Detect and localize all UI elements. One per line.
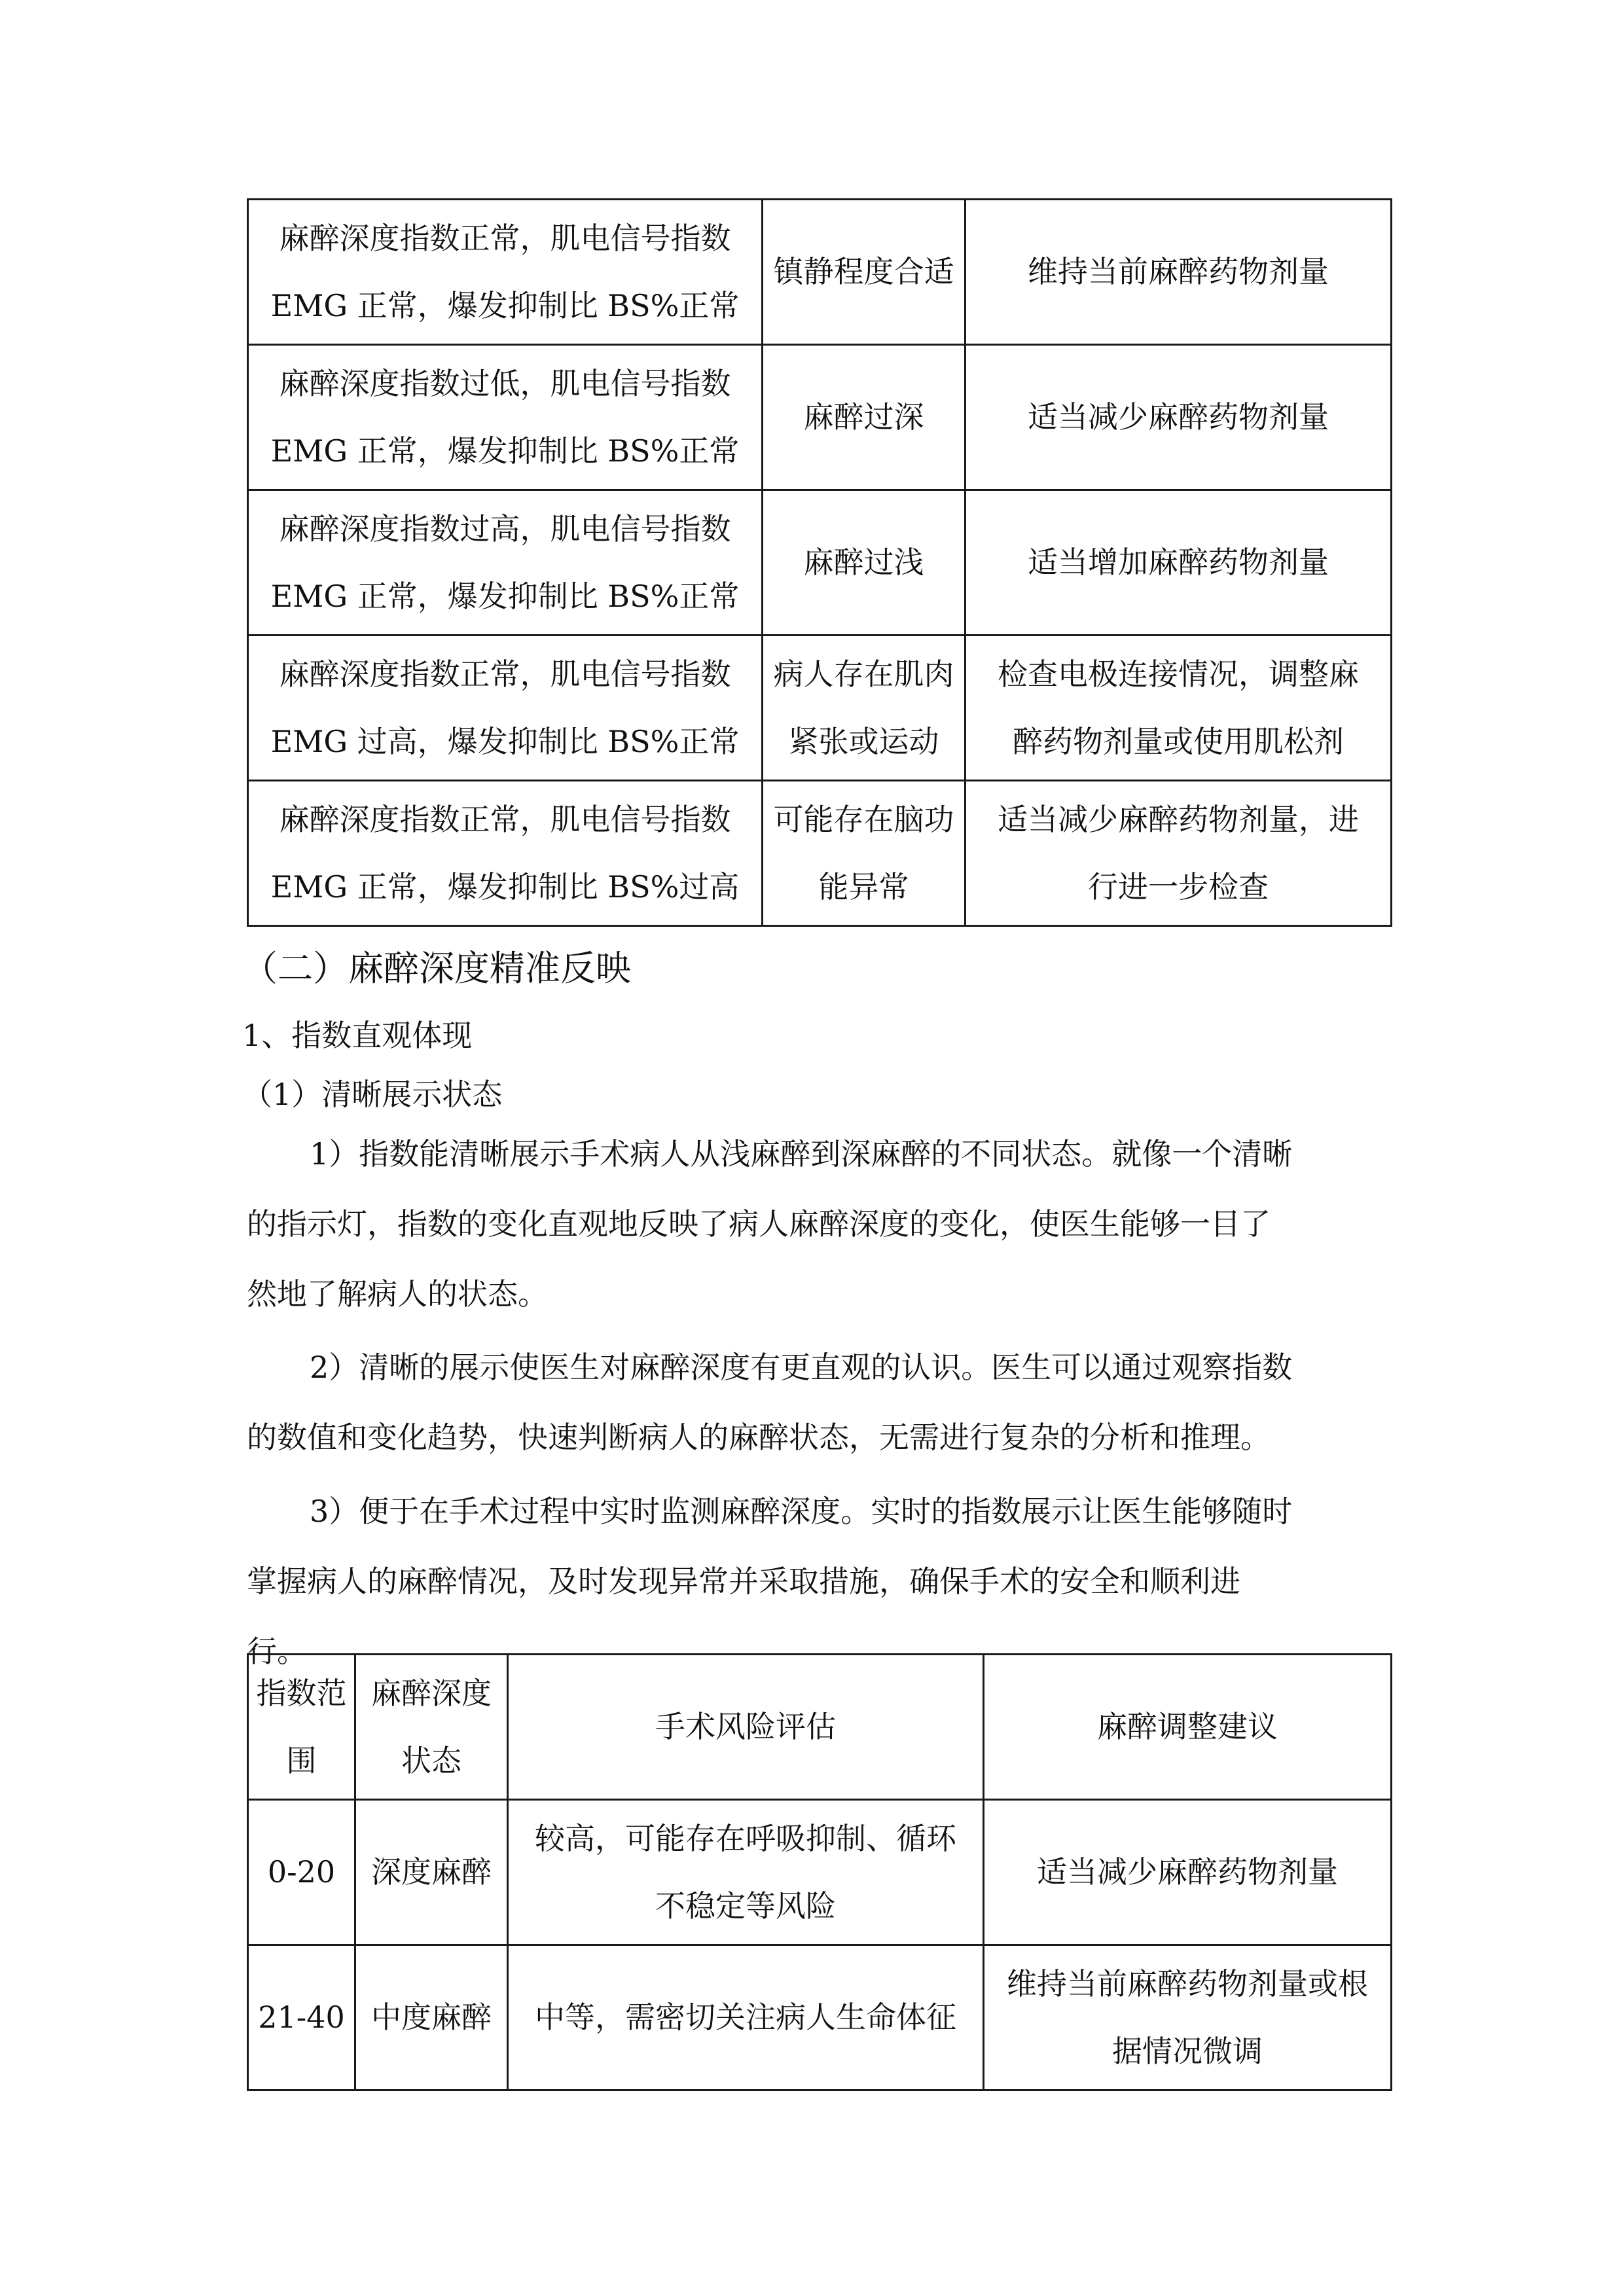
paragraph-1: 1）指数能清晰展示手术病人从浅麻醉到深麻醉的不同状态。就像一个清晰 的指示灯，指数的变化直观地反映了病人麻醉深度的变化，使医生能够一目了 然地了解病人的状态。 [247, 1136, 1293, 1312]
table-row [248, 1945, 1392, 2090]
column-header: 手术风险评估 [508, 1655, 984, 1800]
subsection-title: 1、指数直观体现 [242, 1018, 473, 1053]
advice-cell: 适当减少麻醉药物剂量 [965, 345, 1392, 490]
range-cell: 0-20 [248, 1800, 355, 1945]
column-header: 指数范 围 [248, 1655, 355, 1800]
column-header: 麻醉深度 状态 [355, 1655, 508, 1800]
advice-cell: 适当减少麻醉药物剂量，进 行进一步检查 [965, 781, 1392, 926]
risk-cell: 中等，需密切关注病人生命体征 [508, 1945, 984, 2090]
advice-cell: 维持当前麻醉药物剂量或根 据情况微调 [984, 1945, 1392, 2090]
subsubsection-title: （1）清晰展示状态 [242, 1077, 503, 1112]
risk-cell: 较高，可能存在呼吸抑制、循环 不稳定等风险 [508, 1800, 984, 1945]
table-row [248, 1800, 1392, 1945]
state-cell: 病人存在肌肉 紧张或运动 [763, 636, 965, 781]
table-row [248, 345, 1392, 490]
condition-cell: 麻醉深度指数正常，肌电信号指数 EMG 正常，爆发抑制比 BS%正常 [248, 200, 763, 345]
state-cell: 麻醉过深 [763, 345, 965, 490]
range-cell: 21-40 [248, 1945, 355, 2090]
condition-cell: 麻醉深度指数正常，肌电信号指数 EMG 正常，爆发抑制比 BS%过高 [248, 781, 763, 926]
table-row [248, 636, 1392, 781]
depth-cell: 深度麻醉 [355, 1800, 508, 1945]
paragraph-2: 2）清晰的展示使医生对麻醉深度有更直观的认识。医生可以通过观察指数 的数值和变化趋势，快速判断病人的麻醉状态，无需进行复杂的分析和推理。 [247, 1350, 1293, 1455]
advice-cell: 维持当前麻醉药物剂量 [965, 200, 1392, 345]
advice-cell: 检查电极连接情况，调整麻 醉药物剂量或使用肌松剂 [965, 636, 1392, 781]
table-header-row [248, 1655, 1392, 1800]
section-title: （二）麻醉深度精准反映 [242, 948, 631, 989]
condition-cell: 麻醉深度指数过高，肌电信号指数 EMG 正常，爆发抑制比 BS%正常 [248, 490, 763, 636]
table-row [248, 200, 1392, 345]
condition-cell: 麻醉深度指数正常，肌电信号指数 EMG 过高，爆发抑制比 BS%正常 [248, 636, 763, 781]
state-cell: 镇静程度合适 [763, 200, 965, 345]
state-cell: 可能存在脑功 能异常 [763, 781, 965, 926]
depth-cell: 中度麻醉 [355, 1945, 508, 2090]
condition-cell: 麻醉深度指数过低，肌电信号指数 EMG 正常，爆发抑制比 BS%正常 [248, 345, 763, 490]
depth-index-table [247, 1653, 1392, 2091]
state-cell: 麻醉过浅 [763, 490, 965, 636]
table-row [248, 490, 1392, 636]
paragraph-3: 3）便于在手术过程中实时监测麻醉深度。实时的指数展示让医生能够随时 掌握病人的麻醉情况，及时发现异常并采取措施，确保手术的安全和顺利进 行。 [247, 1494, 1293, 1669]
column-header: 麻醉调整建议 [984, 1655, 1392, 1800]
anesthesia-status-table [247, 198, 1392, 927]
table-row [248, 781, 1392, 926]
advice-cell: 适当减少麻醉药物剂量 [984, 1800, 1392, 1945]
advice-cell: 适当增加麻醉药物剂量 [965, 490, 1392, 636]
